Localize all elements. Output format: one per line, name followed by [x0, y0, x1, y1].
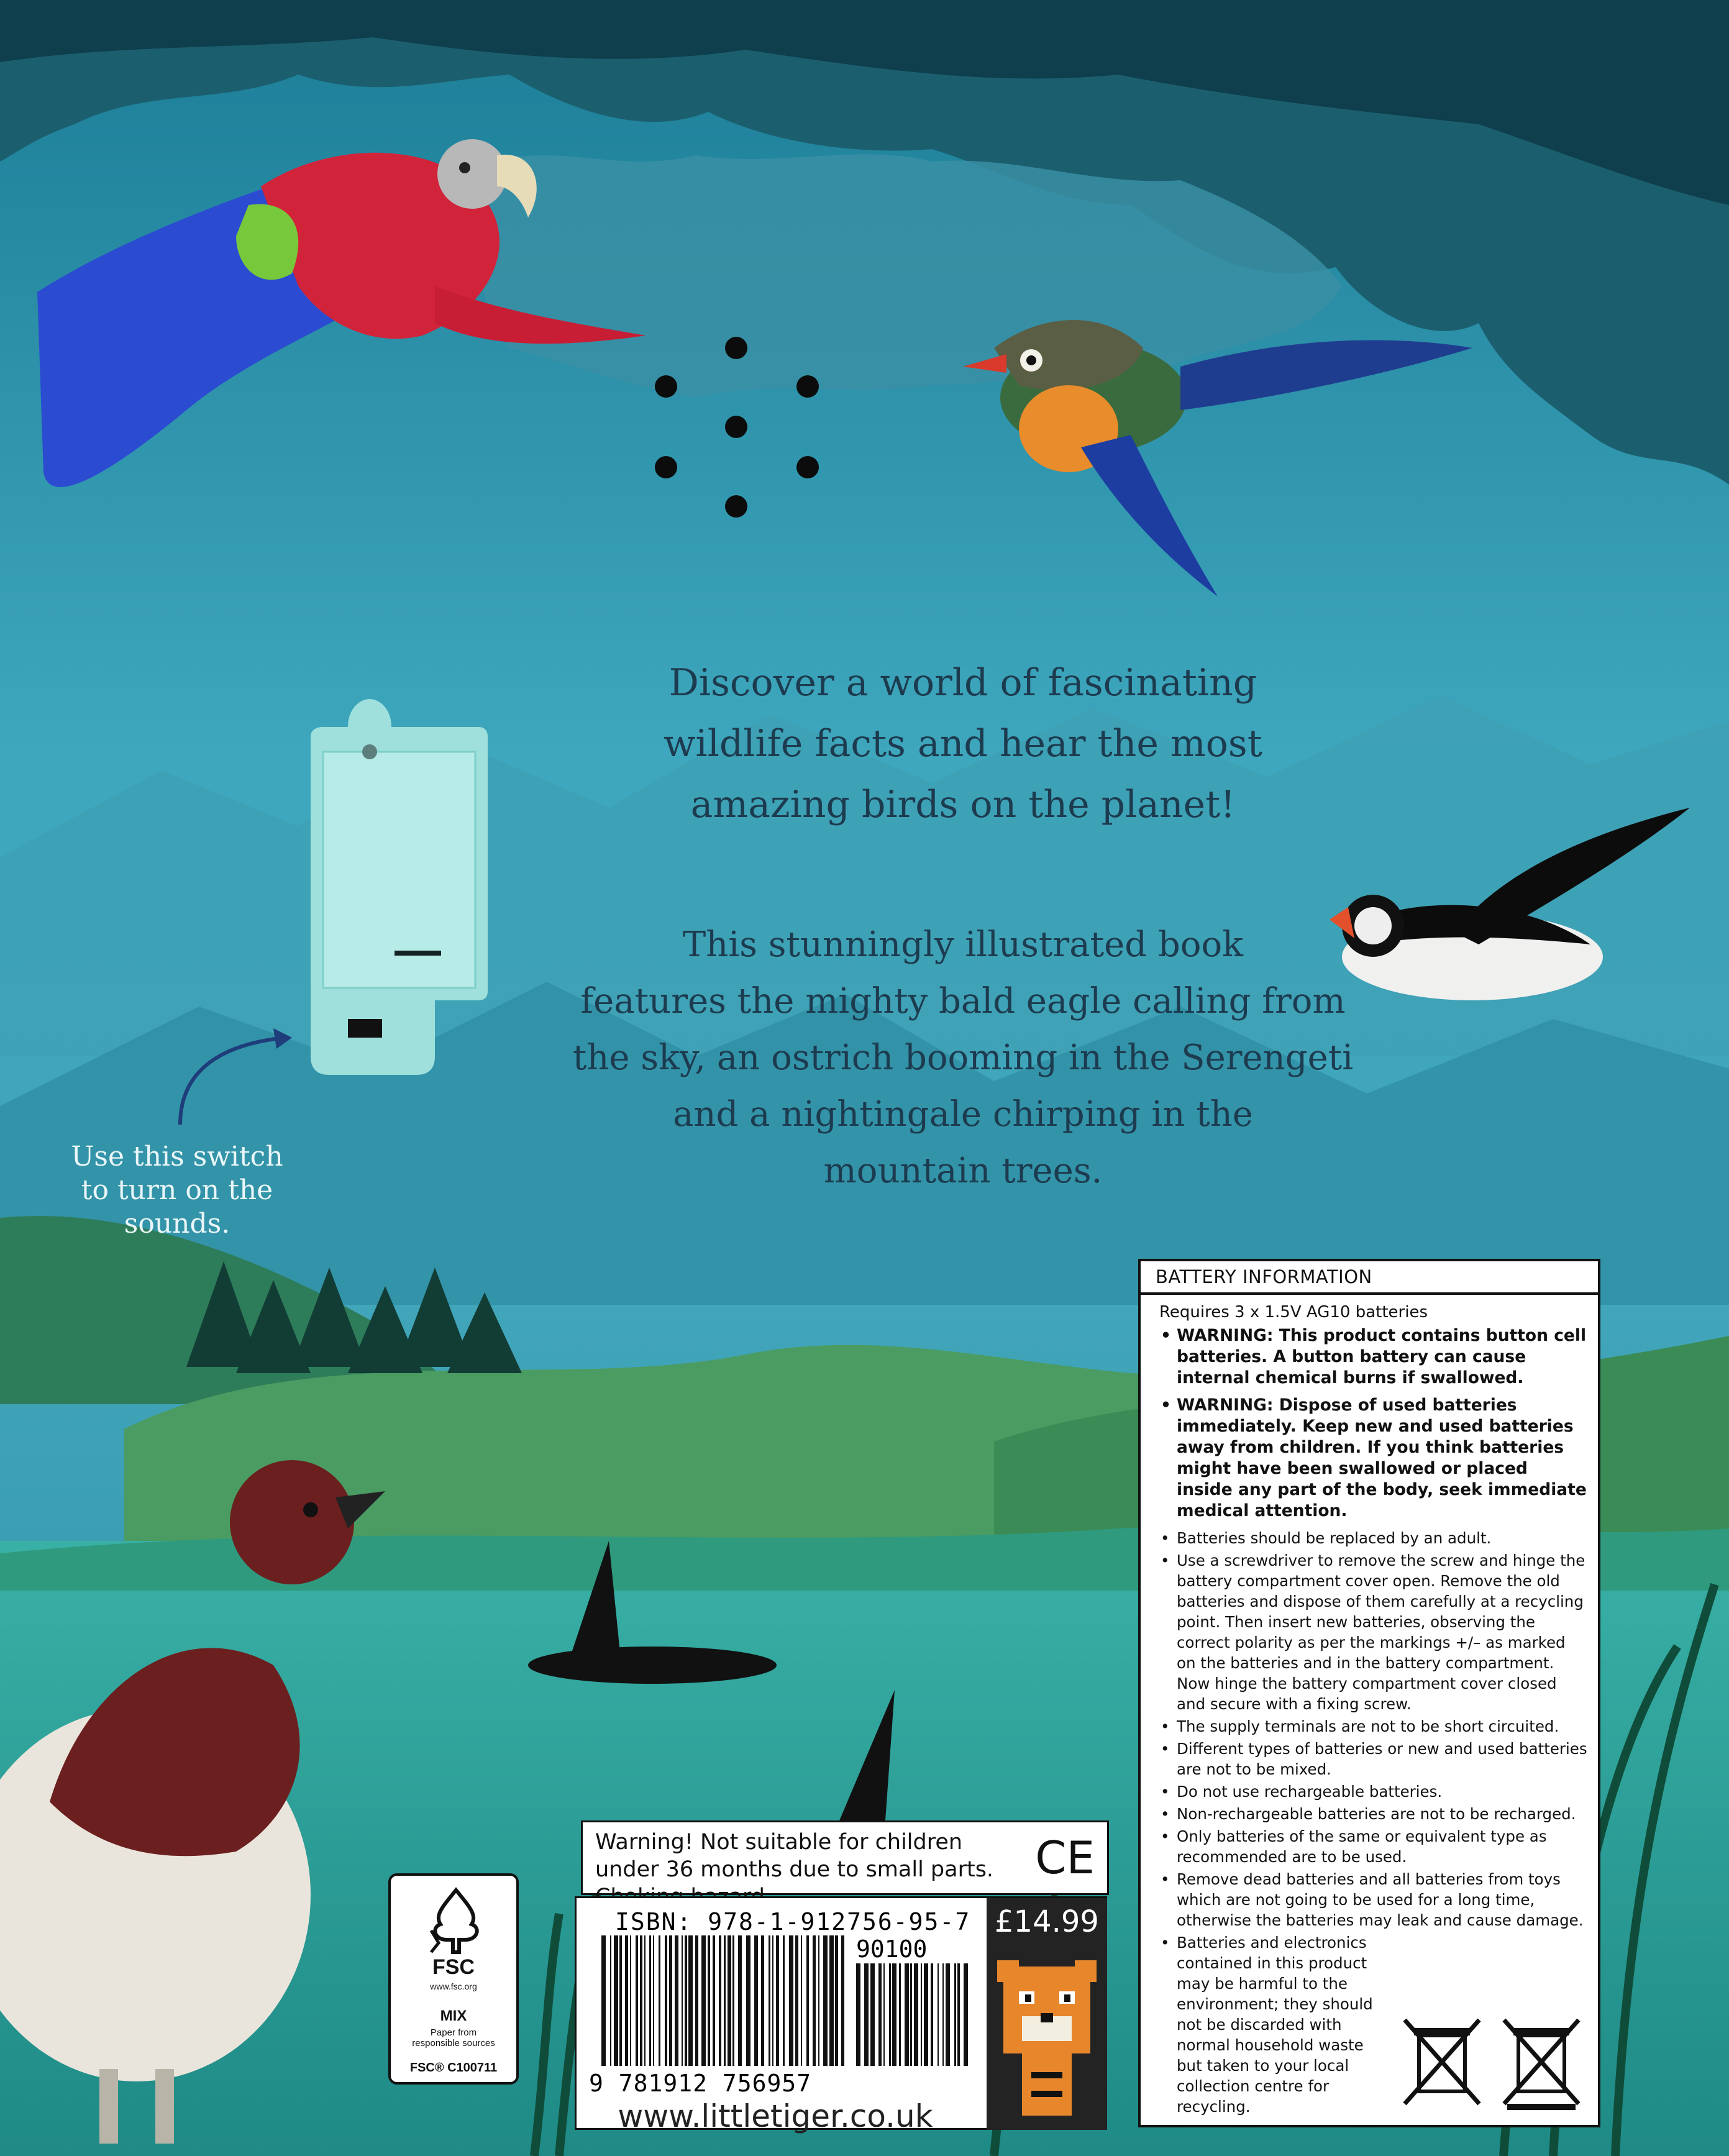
- blurb-line: and a nightingale chirping in the: [673, 1094, 1253, 1135]
- switch-instruction-line: to turn on the: [81, 1174, 273, 1206]
- ce-mark-icon: CE: [1035, 1832, 1095, 1884]
- barcode-bar: [924, 1963, 928, 2066]
- barcode-bar: [708, 1935, 710, 2066]
- blurb-line: features the mighty bald eagle calling from: [580, 981, 1346, 1021]
- barcode-bar: [892, 1963, 896, 2066]
- barcode-bar: [870, 1963, 875, 2066]
- barcode-bar: [630, 1935, 631, 2066]
- barcode-bar: [783, 1935, 785, 2066]
- tiger-logo-icon: [997, 1954, 1097, 2122]
- blurb-line: the sky, an ostrich booming in the Serengeti: [572, 1038, 1354, 1078]
- blurb-line: mountain trees.: [823, 1151, 1103, 1191]
- battery-instruction: • Batteries should be replaced by an adult.: [1159, 1528, 1588, 1548]
- barcode-bar: [878, 1963, 882, 2066]
- fsc-paper-label: [391, 2027, 516, 2049]
- barcode-bar: [659, 1935, 660, 2066]
- barcode-bar: [614, 1935, 618, 2066]
- crossed-bin-icon: [1501, 2017, 1582, 2110]
- barcode-panel: [575, 1896, 1107, 2134]
- fsc-paper-line: responsible sources: [412, 2038, 495, 2049]
- barcode-bar: [636, 1935, 638, 2066]
- barcode-bar: [776, 1935, 779, 2066]
- barcode-bar: [619, 1935, 622, 2066]
- barcode-bar: [682, 1935, 683, 2066]
- barcode-bar: [640, 1935, 642, 2066]
- switch-instruction-line: Use this switch: [71, 1141, 283, 1172]
- barcode-bar: [957, 1963, 960, 2066]
- barcode-bar: [653, 1935, 654, 2066]
- blurb-line: amazing birds on the planet!: [690, 783, 1236, 826]
- battery-instruction: • Use a screwdriver to remove the screw and hinge the battery compartment cover open. Remove the old batteries and dispose of them carefully at a recycling point. Then insert new batteries, observing the correct polarity as per the markings +/– as marked on the batteries and in the battery compartment. Now hinge the battery compartment cover closed and secure with a fixing screw.: [1159, 1550, 1588, 1714]
- barcode-bar: [789, 1935, 793, 2066]
- barcode-bar: [813, 1935, 816, 2066]
- barcode-bar: [746, 1935, 750, 2066]
- barcode-bar: [761, 1935, 764, 2066]
- barcode-bar: [688, 1935, 693, 2066]
- battery-requirement: Requires 3 x 1.5V AG10 batteries: [1159, 1303, 1428, 1322]
- barcode-bar: [889, 1963, 891, 2066]
- barcode-bar: [942, 1963, 944, 2066]
- barcode-bar: [864, 1963, 869, 2066]
- barcode-bar: [910, 1963, 912, 2066]
- barcode-bar: [665, 1935, 667, 2066]
- battery-instruction: • Non-rechargeable batteries are not to be recharged.: [1159, 1804, 1588, 1824]
- price-box: [987, 1898, 1107, 2130]
- barcode-bar: [856, 1963, 860, 2066]
- barcode-bar: [937, 1963, 939, 2066]
- barcode-bar: [701, 1935, 706, 2066]
- fsc-mix-label: MIX: [440, 2008, 467, 2024]
- barcode-bar: [905, 1963, 909, 2066]
- choking-hazard-text: Warning! Not suitable for children under 36 months due to small parts.: [595, 1830, 994, 1882]
- battery-instruction: • Remove dead batteries and all batteries from toys which are not going to be used for a long time, otherwise the batteries may leak and cause damage.: [1159, 1869, 1588, 1930]
- barcode-bar: [675, 1935, 678, 2066]
- barcode-bar: [724, 1935, 726, 2066]
- battery-warning: • WARNING: This product contains button cell batteries. A button battery can cause internal chemical burns if swallowed.: [1159, 1325, 1588, 1389]
- blurb-line: wildlife facts and hear the most: [664, 722, 1262, 765]
- fsc-title: FSC: [432, 1955, 475, 1979]
- switch-instruction-line: sounds.: [124, 1208, 230, 1240]
- barcode-bar: [946, 1963, 950, 2066]
- barcode-bar: [931, 1963, 933, 2066]
- fsc-certification-logo: [388, 1873, 519, 2085]
- barcode-bar: [818, 1935, 819, 2066]
- battery-instruction: • Different types of batteries or new and used batteries are not to be mixed.: [1159, 1738, 1588, 1779]
- barcode-bar: [719, 1935, 721, 2066]
- price: £14.99: [995, 1904, 1099, 1939]
- barcode-bar: [772, 1935, 773, 2066]
- barcode-bar: [823, 1935, 828, 2066]
- blurb-line: This stunningly illustrated book: [682, 925, 1244, 965]
- barcode-number: 9 781912 756957: [589, 2070, 812, 2097]
- crossed-bin-icon: [1402, 2017, 1482, 2110]
- barcode-bar: [806, 1935, 809, 2066]
- barcode-bar: [841, 1935, 844, 2066]
- barcode-bar: [610, 1935, 611, 2066]
- fsc-url: www.fsc.org: [430, 1981, 477, 1991]
- barcode-bar: [899, 1963, 901, 2066]
- barcode-bar: [728, 1935, 731, 2066]
- fsc-paper-line: Paper from: [430, 2027, 477, 2038]
- barcode-bar: [649, 1935, 651, 2066]
- barcode-bar: [795, 1935, 798, 2066]
- battery-information-title: BATTERY INFORMATION: [1141, 1261, 1598, 1295]
- blurb-line: Discover a world of fascinating: [668, 661, 1257, 705]
- battery-instruction: • Only batteries of the same or equivalent type as recommended are to be used.: [1159, 1826, 1588, 1867]
- battery-warning: • WARNING: Dispose of used batteries immediately. Keep new and used batteries away from children. If you think batteries might have been swallowed or placed inside any part of the body, seek immediate medical attention.: [1159, 1395, 1588, 1522]
- publisher-website: www.littletiger.co.uk: [618, 2098, 933, 2134]
- barcode-bar: [769, 1935, 770, 2066]
- fsc-license-code: FSC® C100711: [409, 2061, 498, 2075]
- barcode-bar: [644, 1935, 646, 2066]
- addon-barcode: [856, 1963, 974, 2066]
- barcode-bar: [921, 1963, 922, 2066]
- barcode-bar: [738, 1935, 742, 2066]
- barcode-bar: [964, 1963, 968, 2066]
- barcode-bar: [685, 1935, 687, 2066]
- switch-instruction: [59, 1140, 295, 1241]
- battery-instructions-list: [1141, 1325, 1598, 2117]
- barcode-bar: [914, 1963, 918, 2066]
- barcode-bar: [732, 1935, 734, 2066]
- barcode-addon: 90100: [856, 1935, 928, 1963]
- barcode-bar: [669, 1935, 672, 2066]
- barcode-bar: [695, 1935, 698, 2066]
- choking-hazard-warning: [581, 1820, 1109, 1895]
- isbn-label: ISBN: 978-1-912756-95-7: [615, 1908, 971, 1935]
- barcode-bar: [754, 1935, 758, 2066]
- fsc-tree-icon: [425, 1887, 487, 1955]
- barcode-bar: [601, 1935, 606, 2066]
- blurb-paragraph-1: [559, 652, 1367, 835]
- barcode-bar: [835, 1935, 838, 2066]
- barcode-bar: [625, 1935, 628, 2066]
- barcode-bar: [713, 1935, 715, 2066]
- battery-instruction: • Batteries and electronics contained in this product may be harmful to the environment; they should not be discarded with normal household waste but taken to your local collection centre for recycling.: [1159, 1932, 1588, 2117]
- barcode-bar: [801, 1935, 802, 2066]
- battery-instruction: • Do not use rechargeable batteries.: [1159, 1781, 1588, 1802]
- blurb-paragraph-2: [559, 916, 1367, 1199]
- main-barcode: [601, 1935, 850, 2066]
- barcode-bar: [954, 1963, 956, 2066]
- battery-instruction: • The supply terminals are not to be short circuited.: [1159, 1716, 1588, 1737]
- battery-information-panel: [1138, 1259, 1600, 2127]
- barcode-bar: [883, 1963, 885, 2066]
- barcode-bar: [829, 1935, 834, 2066]
